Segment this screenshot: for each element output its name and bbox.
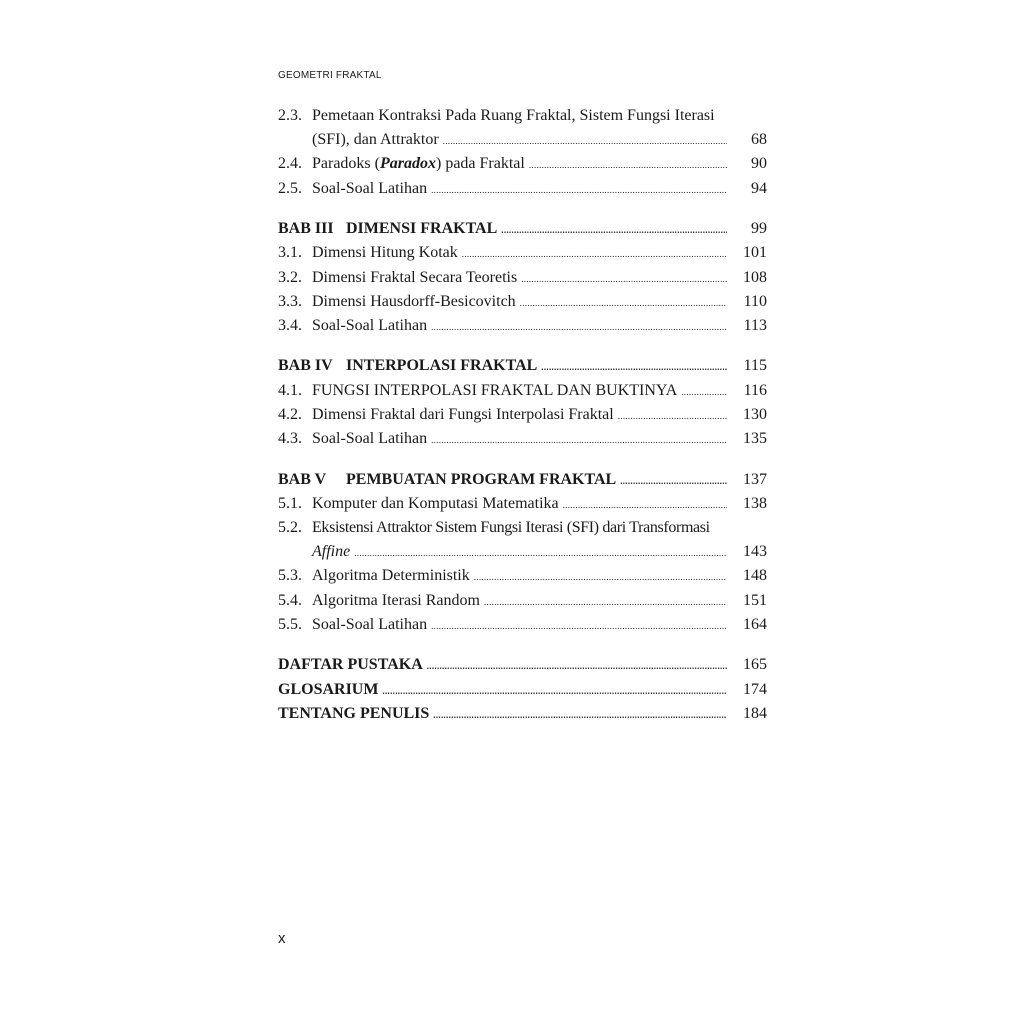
toc-glosarium	[278, 678, 767, 702]
entry-title: Dimensi Hitung Kotak	[312, 244, 458, 262]
entry-title: Soal-Soal Latihan	[312, 615, 428, 633]
title-part: Paradoks (	[312, 155, 380, 173]
entry-page: 116	[743, 381, 767, 399]
entry-title: Dimensi Fraktal Secara Teoretis	[312, 268, 518, 286]
entry-number: 5.4.	[278, 591, 302, 609]
leader-dots	[521, 267, 727, 291]
entry-page: 108	[743, 268, 767, 286]
leader-dots	[618, 404, 727, 428]
entry-page: 90	[751, 155, 767, 173]
entry-number: 2.4.	[278, 155, 302, 173]
entry-page: 137	[743, 470, 767, 488]
entry-page: 164	[743, 615, 767, 633]
entry-number: 3.2.	[278, 268, 302, 286]
toc-entry-5-5	[278, 613, 767, 637]
toc-chapter-5	[278, 468, 767, 492]
chapter-number: BAB IV	[278, 357, 333, 375]
leader-dots	[541, 355, 727, 379]
toc-entry-2-3	[278, 104, 767, 128]
toc-chapter-3	[278, 217, 767, 241]
entry-title: FUNGSI INTERPOLASI FRAKTAL DAN BUKTINYA	[312, 381, 678, 399]
toc-entry-5-4	[278, 589, 767, 613]
toc-entry-5-1	[278, 492, 767, 516]
leader-dots	[501, 218, 727, 242]
entry-page: 165	[743, 656, 767, 674]
running-head: GEOMETRI FRAKTAL	[278, 70, 382, 81]
leader-dots	[431, 428, 727, 452]
toc-entry-3-4	[278, 314, 767, 338]
entry-number: 5.3.	[278, 567, 302, 585]
toc-entry-3-1	[278, 241, 767, 265]
entry-page: 113	[743, 316, 767, 334]
leader-dots	[382, 679, 727, 703]
toc-entry-5-3	[278, 564, 767, 588]
chapter-number: BAB III	[278, 220, 334, 238]
leader-dots	[563, 493, 727, 517]
entry-page: 101	[743, 244, 767, 262]
toc-entry-2-3-cont	[278, 128, 767, 152]
toc-entry-5-2	[278, 516, 767, 540]
page-number: x	[278, 930, 286, 947]
entry-title: Komputer dan Komputasi Matematika	[312, 494, 559, 512]
entry-page: 143	[743, 543, 767, 561]
toc-entry-2-5	[278, 177, 767, 201]
entry-title: Soal-Soal Latihan	[312, 179, 428, 197]
entry-number: 5.1.	[278, 494, 302, 512]
entry-page: 174	[743, 680, 767, 698]
entry-page: 135	[743, 430, 767, 448]
toc-entry-4-3	[278, 427, 767, 451]
entry-page: 130	[743, 405, 767, 423]
entry-page: 68	[751, 131, 767, 149]
back-matter-title: GLOSARIUM	[278, 680, 379, 698]
leader-dots	[681, 380, 727, 404]
entry-page: 99	[751, 220, 767, 238]
entry-number: 5.2.	[278, 518, 302, 536]
entry-number: 3.3.	[278, 292, 302, 310]
entry-number: 4.2.	[278, 405, 302, 423]
leader-dots	[443, 129, 727, 153]
chapter-title: INTERPOLASI FRAKTAL	[346, 357, 538, 375]
leader-dots	[431, 178, 727, 202]
leader-dots	[427, 654, 727, 678]
back-matter-title: DAFTAR PUSTAKA	[278, 656, 423, 674]
toc-chapter-4	[278, 354, 767, 378]
entry-page: 110	[743, 292, 767, 310]
entry-title: Dimensi Hausdorff-Besicovitch	[312, 292, 516, 310]
chapter-title: DIMENSI FRAKTAL	[346, 220, 498, 238]
entry-page: 115	[743, 357, 767, 375]
title-emphasis: Paradox	[379, 155, 436, 173]
leader-dots	[620, 469, 727, 493]
table-of-contents	[278, 104, 767, 726]
leader-dots	[431, 315, 727, 339]
chapter-number: BAB V	[278, 470, 327, 488]
entry-title-continued: Affine	[312, 543, 351, 561]
entry-page: 94	[751, 179, 767, 197]
leader-dots	[520, 291, 727, 315]
toc-entry-2-4	[278, 152, 767, 176]
leader-dots	[462, 242, 727, 266]
leader-dots	[354, 541, 727, 565]
entry-title-continued: (SFI), dan Attraktor	[312, 131, 439, 149]
entry-number: 4.1.	[278, 381, 302, 399]
entry-number: 3.1.	[278, 244, 302, 262]
entry-page: 184	[743, 704, 767, 722]
entry-title: Dimensi Fraktal dari Fungsi Interpolasi Fraktal	[312, 405, 614, 423]
entry-number: 2.5.	[278, 179, 302, 197]
entry-number: 3.4.	[278, 316, 302, 334]
entry-title	[312, 152, 525, 176]
toc-daftar-pustaka	[278, 653, 767, 677]
toc-entry-4-1	[278, 379, 767, 403]
toc-tentang-penulis	[278, 702, 767, 726]
entry-title: Algoritma Iterasi Random	[312, 591, 480, 609]
leader-dots	[474, 565, 727, 589]
entry-page: 138	[743, 494, 767, 512]
entry-page: 148	[743, 567, 767, 585]
title-part: ) pada Fraktal	[435, 155, 525, 173]
entry-title: Soal-Soal Latihan	[312, 430, 428, 448]
chapter-title: PEMBUATAN PROGRAM FRAKTAL	[346, 470, 617, 488]
back-matter-title: TENTANG PENULIS	[278, 704, 430, 722]
entry-page: 151	[743, 591, 767, 609]
entry-number: 5.5.	[278, 615, 302, 633]
toc-entry-4-2	[278, 403, 767, 427]
leader-dots	[484, 590, 727, 614]
entry-number: 4.3.	[278, 430, 302, 448]
leader-dots	[529, 153, 727, 177]
toc-entry-3-2	[278, 266, 767, 290]
entry-number: 2.3.	[278, 107, 302, 124]
entry-title: Soal-Soal Latihan	[312, 316, 428, 334]
leader-dots	[433, 703, 727, 727]
entry-title: Eksistensi Attraktor Sistem Fungsi Iterasi (SFI) dari Transformasi	[312, 518, 710, 536]
toc-entry-5-2-cont	[278, 540, 767, 564]
leader-dots	[431, 614, 727, 638]
entry-title: Algoritma Deterministik	[312, 567, 470, 585]
toc-entry-3-3	[278, 290, 767, 314]
entry-title: Pemetaan Kontraksi Pada Ruang Fraktal, Sistem Fungsi Iterasi	[312, 107, 715, 124]
